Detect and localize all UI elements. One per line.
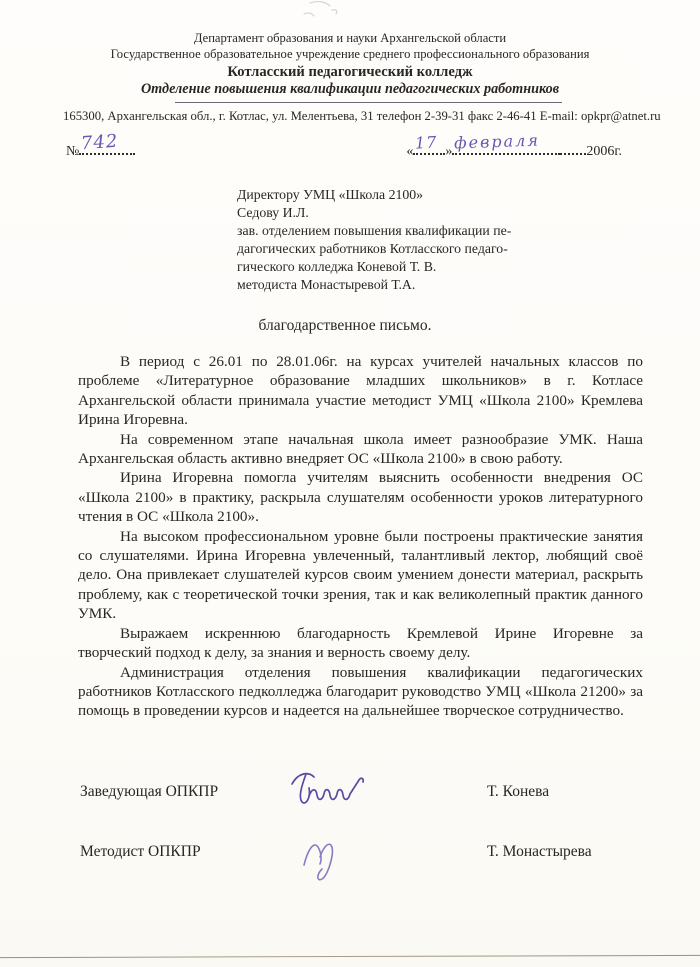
doc-number-dotline (79, 130, 135, 155)
addressee-line: зав. отделением повышения квалификации пе- (237, 223, 512, 238)
signature-name: Т. Монастырева (487, 842, 592, 860)
paragraph-irina-helped: Ирина Игоревна помогла учителям выяснить особенности внедрения ОС «Школа 2100» в практику, раскрыла слушателям особенности уроков литературного чтения в ОС «Школа 2100». (78, 469, 643, 526)
letterhead-college: Котласский педагогический колледж (227, 64, 473, 80)
doc-number (66, 130, 135, 160)
letterhead-division: Отделение повышения квалификации педагогических работников (140, 81, 560, 97)
date-day-handwritten: 17 (414, 132, 439, 153)
letterhead-institution: Государственное образовательное учреждение среднего профессионального образования (110, 47, 590, 61)
addressee-line: Седову И.Л. (237, 205, 309, 220)
paragraph-modern-school: На современном этапе начальная школа имеет разнообразие УМК. Наша Архангельская область активно внедряет ОС «Школа 2100» в свою работу. (78, 430, 643, 468)
date-quote-close-icon: » (445, 144, 453, 159)
letterhead-contact: 165300, Архангельская обл., г. Котлас, ул. Мелентьева, 31 телефон 2-39-31 факс 2-46-41 E-mail: opkpr@atnet.ru (63, 109, 661, 123)
signature-name: Т. Конева (487, 782, 550, 800)
letterhead-department: Департамент образования и науки Архангельской области (193, 31, 507, 45)
date-year: 2006г. (586, 144, 622, 159)
addressee-line: Директору УМЦ «Школа 2100» (237, 187, 424, 202)
signature-ink-koneva-icon (283, 767, 383, 818)
doc-number-handwritten: 742 (80, 130, 120, 155)
paragraph-administration: Администрация отделения повышения квалификации педагогических работников Котласского педколледжа благодарит руководство УМЦ «Школа 21200» за помощь в проведении курсов и надеется на дальнейшее творческое сотрудничество. (78, 663, 643, 720)
date-tail-dotline (560, 140, 586, 155)
addressee-line: гического колледжа Коневой Т. В. (237, 259, 437, 274)
paragraph-gratitude: Выражаем искреннюю благодарность Кремлевой Ирине Игоревне за творческий подход к делу, за знания и верность своему делу. (78, 624, 643, 662)
scan-edge-line (0, 954, 700, 958)
signature-row-methodist (0, 825, 700, 885)
addressee-line: дагогических работников Котласского педаго- (237, 241, 508, 256)
pencil-smudge (292, 0, 352, 20)
date-month-dotline (452, 130, 560, 155)
reference-row (0, 130, 700, 160)
signature-block (0, 765, 700, 885)
signature-row-head (0, 765, 700, 825)
addressee-line: методиста Монастыревой Т.А. (237, 277, 416, 292)
paragraph-high-level: На высоком профессиональном уровне были построены практические занятия со слушателями. Ирина Игоревна увлеченный, талантливый лектор, любящий своё дело. Она привлекает слушателей курсов своим умением донести материал, раскрыть проблему, как с теоретической точки зрения, так и как великолепный практик данного УМК. (78, 527, 643, 623)
date-day-dotline (413, 132, 445, 155)
letter-body (0, 352, 700, 721)
signature-role: Заведующая ОПКПР (80, 782, 219, 800)
letterhead-divider (175, 102, 562, 103)
date-quote-open-icon: « (406, 144, 414, 159)
letter-title: благодарственное письмо. (258, 317, 432, 334)
date-month-handwritten: февраля (454, 130, 541, 153)
signature-role: Методист ОПКПР (80, 842, 201, 860)
paragraph-period-courses: В период с 26.01 по 28.01.06г. на курсах учителей начальных классов по проблеме «Литературное образование младших школьников» в г. Котласе Архангельской области принимала участие методист УМЦ «Школа 2100» Кремлева Ирина Игоревна. (78, 353, 643, 429)
doc-date (406, 130, 622, 160)
signature-ink-monastyreva-icon (297, 831, 349, 890)
addressee-block (237, 186, 567, 294)
doc-number-label: № (66, 144, 80, 159)
